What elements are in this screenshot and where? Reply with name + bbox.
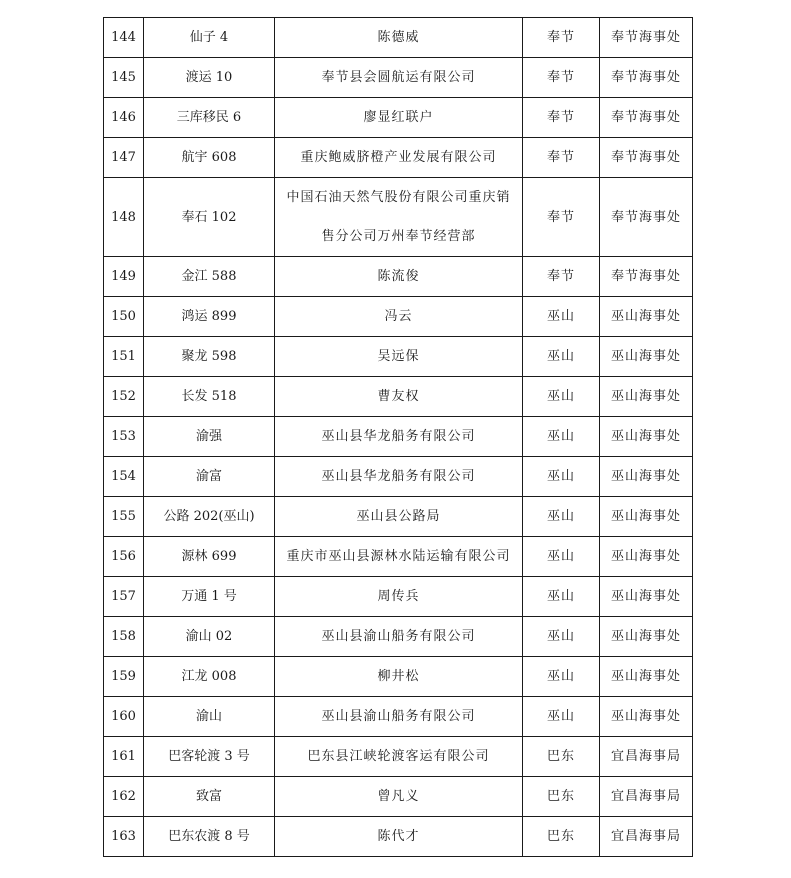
ship-owner: 陈德威 — [275, 18, 523, 58]
row-number: 151 — [104, 337, 144, 377]
ship-owner: 重庆鲍威脐橙产业发展有限公司 — [275, 138, 523, 178]
maritime-office: 巫山海事处 — [600, 657, 693, 697]
table-row — [104, 417, 693, 457]
area: 巫山 — [523, 297, 600, 337]
table-row — [104, 257, 693, 297]
maritime-office: 奉节海事处 — [600, 98, 693, 138]
table-row — [104, 58, 693, 98]
table-row — [104, 337, 693, 377]
ship-owner: 巫山县渝山船务有限公司 — [275, 697, 523, 737]
area: 巫山 — [523, 457, 600, 497]
table-row — [104, 577, 693, 617]
ship-owner: 吴远保 — [275, 337, 523, 377]
ship-owner: 巴东县江峡轮渡客运有限公司 — [275, 737, 523, 777]
ship-owner: 冯云 — [275, 297, 523, 337]
ship-name: 仙子 4 — [144, 18, 275, 58]
area: 巫山 — [523, 377, 600, 417]
table-row — [104, 657, 693, 697]
maritime-office: 奉节海事处 — [600, 58, 693, 98]
area: 奉节 — [523, 18, 600, 58]
ship-owner: 重庆市巫山县源林水陆运输有限公司 — [275, 537, 523, 577]
row-number: 150 — [104, 297, 144, 337]
area: 巫山 — [523, 617, 600, 657]
area: 巴东 — [523, 737, 600, 777]
ship-owner: 曾凡义 — [275, 777, 523, 817]
ship-owner: 曹友权 — [275, 377, 523, 417]
area: 奉节 — [523, 58, 600, 98]
row-number: 152 — [104, 377, 144, 417]
ship-name: 公路 202(巫山) — [144, 497, 275, 537]
row-number: 155 — [104, 497, 144, 537]
area: 巫山 — [523, 337, 600, 377]
row-number: 163 — [104, 817, 144, 857]
maritime-office: 巫山海事处 — [600, 417, 693, 457]
row-number: 162 — [104, 777, 144, 817]
table-row — [104, 297, 693, 337]
ship-name: 聚龙 598 — [144, 337, 275, 377]
area: 巫山 — [523, 537, 600, 577]
maritime-office: 奉节海事处 — [600, 257, 693, 297]
row-number: 161 — [104, 737, 144, 777]
ship-owner: 中国石油天然气股份有限公司重庆销售分公司万州奉节经营部 — [275, 178, 523, 257]
maritime-office: 巫山海事处 — [600, 457, 693, 497]
row-number: 146 — [104, 98, 144, 138]
table-row — [104, 377, 693, 417]
area: 奉节 — [523, 138, 600, 178]
area: 巴东 — [523, 817, 600, 857]
row-number: 160 — [104, 697, 144, 737]
ship-owner: 巫山县公路局 — [275, 497, 523, 537]
row-number: 147 — [104, 138, 144, 178]
area: 奉节 — [523, 98, 600, 138]
ship-owner: 柳井松 — [275, 657, 523, 697]
area: 巫山 — [523, 697, 600, 737]
ship-name: 三库移民 6 — [144, 98, 275, 138]
ship-name: 渝强 — [144, 417, 275, 457]
ship-owner: 周传兵 — [275, 577, 523, 617]
maritime-office: 巫山海事处 — [600, 377, 693, 417]
ship-name: 金江 588 — [144, 257, 275, 297]
maritime-office: 巫山海事处 — [600, 577, 693, 617]
ship-name: 巴东农渡 8 号 — [144, 817, 275, 857]
ship-owner: 陈代才 — [275, 817, 523, 857]
ship-name: 奉石 102 — [144, 178, 275, 257]
table-row — [104, 138, 693, 178]
maritime-office: 巫山海事处 — [600, 337, 693, 377]
table-row — [104, 497, 693, 537]
table-row — [104, 537, 693, 577]
row-number: 159 — [104, 657, 144, 697]
row-number: 149 — [104, 257, 144, 297]
area: 巫山 — [523, 657, 600, 697]
ship-name: 渝山 — [144, 697, 275, 737]
ship-name: 巴客轮渡 3 号 — [144, 737, 275, 777]
row-number: 148 — [104, 178, 144, 257]
maritime-office: 宜昌海事局 — [600, 737, 693, 777]
maritime-office: 奉节海事处 — [600, 138, 693, 178]
ship-name: 鸿运 899 — [144, 297, 275, 337]
area: 巫山 — [523, 417, 600, 457]
ship-owner: 奉节县会圆航运有限公司 — [275, 58, 523, 98]
maritime-office: 巫山海事处 — [600, 537, 693, 577]
maritime-office: 巫山海事处 — [600, 297, 693, 337]
table-row — [104, 617, 693, 657]
table-row — [104, 178, 693, 257]
maritime-office: 奉节海事处 — [600, 178, 693, 257]
row-number: 156 — [104, 537, 144, 577]
ship-name: 源林 699 — [144, 537, 275, 577]
ship-name: 长发 518 — [144, 377, 275, 417]
row-number: 154 — [104, 457, 144, 497]
ship-owner: 巫山县华龙船务有限公司 — [275, 457, 523, 497]
ship-name: 渝富 — [144, 457, 275, 497]
maritime-office: 宜昌海事局 — [600, 817, 693, 857]
area: 奉节 — [523, 257, 600, 297]
table-row — [104, 457, 693, 497]
maritime-office: 奉节海事处 — [600, 18, 693, 58]
maritime-office: 巫山海事处 — [600, 617, 693, 657]
table-row — [104, 697, 693, 737]
ship-owner: 廖显红联户 — [275, 98, 523, 138]
ship-owner: 巫山县渝山船务有限公司 — [275, 617, 523, 657]
table-row — [104, 817, 693, 857]
row-number: 153 — [104, 417, 144, 457]
ship-name: 万通 1 号 — [144, 577, 275, 617]
row-number: 145 — [104, 58, 144, 98]
area: 巫山 — [523, 577, 600, 617]
ship-name: 致富 — [144, 777, 275, 817]
area: 巴东 — [523, 777, 600, 817]
table-row — [104, 737, 693, 777]
maritime-office: 巫山海事处 — [600, 497, 693, 537]
ship-name: 江龙 008 — [144, 657, 275, 697]
maritime-office: 宜昌海事局 — [600, 777, 693, 817]
ship-owner: 陈流俊 — [275, 257, 523, 297]
table-row — [104, 18, 693, 58]
table-row — [104, 777, 693, 817]
ship-name: 渡运 10 — [144, 58, 275, 98]
ship-owner: 巫山县华龙船务有限公司 — [275, 417, 523, 457]
maritime-office: 巫山海事处 — [600, 697, 693, 737]
area: 巫山 — [523, 497, 600, 537]
row-number: 158 — [104, 617, 144, 657]
ship-name: 航宇 608 — [144, 138, 275, 178]
ship-name: 渝山 02 — [144, 617, 275, 657]
vessel-table — [103, 17, 693, 857]
area: 奉节 — [523, 178, 600, 257]
row-number: 157 — [104, 577, 144, 617]
table-row — [104, 98, 693, 138]
row-number: 144 — [104, 18, 144, 58]
